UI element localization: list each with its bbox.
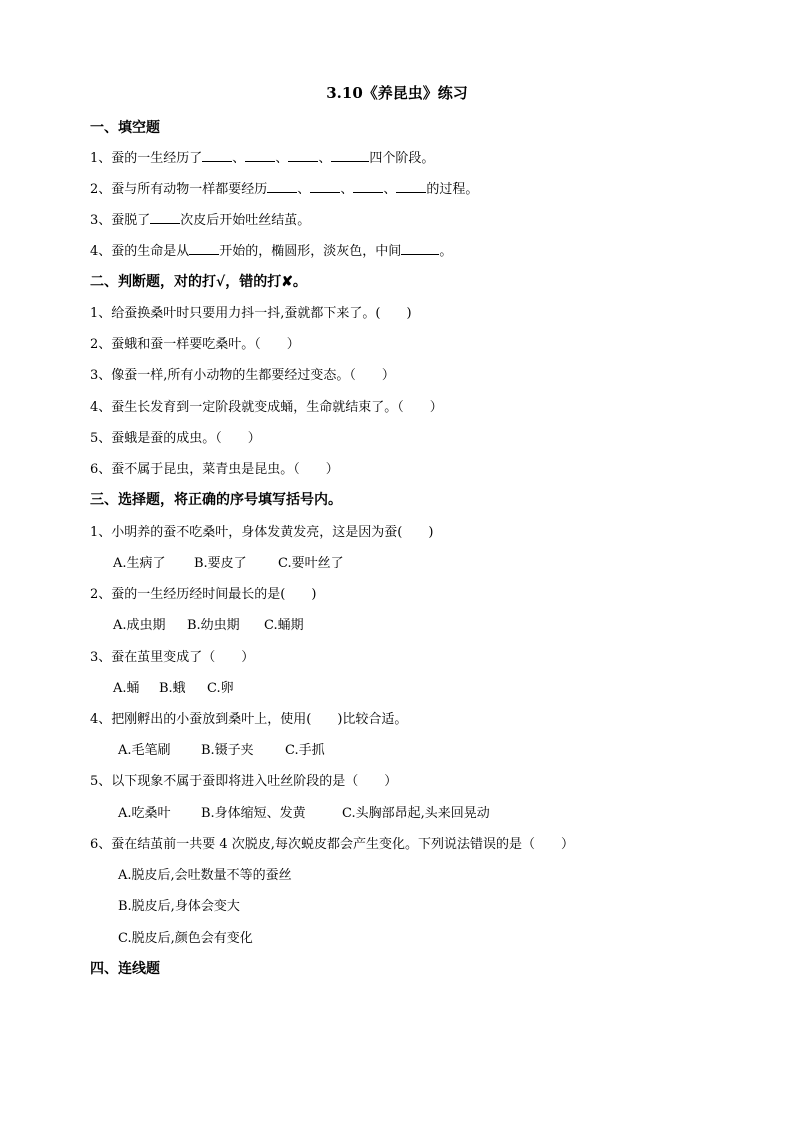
choice-question-5: 5、以下现象不属于蚕即将进入吐丝阶段的是（ ） (90, 774, 398, 789)
answer-blank[interactable] (310, 180, 340, 193)
question-text: 蚕脱了 (111, 213, 151, 228)
choice-question-6: 6、蚕在结茧前一共要 4 次脱皮,每次蜕皮都会产生变化。下列说法错误的是（ ） (90, 837, 574, 852)
choice-option-c: C.要叶丝了 (278, 556, 344, 571)
choice-question-3: 3、蚕在茧里变成了（ ） (90, 650, 255, 665)
fill-blank-question-1 (90, 147, 434, 166)
answer-blank[interactable] (288, 149, 318, 162)
answer-blank[interactable] (401, 242, 439, 255)
fill-blank-question-3 (90, 209, 310, 228)
section-heading-true-false: 二、判断题，对的打√，错的打✘。 (90, 274, 307, 290)
answer-blank[interactable] (150, 211, 180, 224)
question-text: 的过程。 (426, 182, 479, 197)
answer-blank[interactable] (189, 242, 219, 255)
question-text: 四个阶段。 (369, 151, 435, 166)
separator: 、 (275, 151, 289, 166)
separator: 、 (383, 182, 397, 197)
choice-option-b: B.脱皮后,身体会变大 (118, 899, 240, 914)
choice-option-b: B.蛾 (159, 681, 186, 696)
choice-option-c: C.头胸部昂起,头来回晃动 (342, 806, 490, 821)
separator: 、 (297, 182, 311, 197)
choice-option-b: B.镊子夹 (201, 743, 254, 758)
question-text: 开始的，椭圆形，淡灰色，中间 (219, 244, 402, 259)
section-heading-matching: 四、连线题 (90, 961, 160, 977)
question-number: 4、 (90, 244, 112, 259)
separator: 、 (318, 151, 332, 166)
true-false-question-1: 1、给蚕换桑叶时只要用力抖一抖,蚕就都下来了。( ) (90, 306, 412, 321)
choice-option-b: B.要皮了 (194, 556, 247, 571)
choice-option-a: A.脱皮后,会吐数量不等的蚕丝 (118, 868, 292, 883)
choice-option-a: A.蛹 (113, 681, 140, 696)
choice-option-c: C.蛹期 (264, 618, 304, 633)
question-text: 次皮后开始吐丝结茧。 (180, 213, 311, 228)
page-title: 3.10《养昆虫》练习 (326, 84, 468, 102)
choice-option-c: C.卵 (207, 681, 234, 696)
choice-question-2: 2、蚕的一生经历经时间最长的是( ) (90, 587, 317, 602)
fill-blank-question-2 (90, 178, 478, 197)
fill-blank-question-4 (90, 240, 452, 259)
question-text: 。 (439, 244, 453, 259)
answer-blank[interactable] (245, 149, 275, 162)
question-text: 蚕的生命是从 (111, 244, 190, 259)
true-false-question-2: 2、蚕蛾和蚕一样要吃桑叶。（ ） (90, 337, 300, 352)
answer-blank[interactable] (353, 180, 383, 193)
choice-option-b: B.幼虫期 (187, 618, 240, 633)
question-number: 3、 (90, 213, 112, 228)
true-false-question-4: 4、蚕生长发育到一定阶段就变成蛹，生命就结束了。（ ） (90, 400, 443, 415)
answer-blank[interactable] (396, 180, 426, 193)
choice-option-c: C.脱皮后,颜色会有变化 (118, 931, 253, 946)
question-text: 蚕与所有动物一样都要经历 (111, 182, 268, 197)
answer-blank[interactable] (202, 149, 232, 162)
choice-option-c: C.手抓 (285, 743, 325, 758)
separator: 、 (340, 182, 354, 197)
question-text: 蚕的一生经历了 (111, 151, 203, 166)
choice-option-b: B.身体缩短、发黄 (201, 806, 306, 821)
choice-option-a: A.吃桑叶 (118, 806, 171, 821)
choice-option-a: A.生病了 (113, 556, 166, 571)
answer-blank[interactable] (267, 180, 297, 193)
true-false-question-6: 6、蚕不属于昆虫，菜青虫是昆虫。（ ） (90, 462, 339, 477)
true-false-question-3: 3、像蚕一样,所有小动物的生都要经过变态。（ ） (90, 368, 395, 383)
true-false-question-5: 5、蚕蛾是蚕的成虫。（ ） (90, 431, 261, 446)
choice-option-a: A.成虫期 (113, 618, 166, 633)
question-number: 1、 (90, 151, 112, 166)
answer-blank[interactable] (331, 149, 369, 162)
choice-question-4: 4、把刚孵出的小蚕放到桑叶上，使用( )比较合适。 (90, 712, 408, 727)
section-heading-multiple-choice: 三、选择题，将正确的序号填写括号内。 (90, 492, 342, 508)
choice-option-a: A.毛笔刷 (118, 743, 171, 758)
question-number: 2、 (90, 182, 112, 197)
choice-question-1: 1、小明养的蚕不吃桑叶，身体发黄发亮，这是因为蚕( ) (90, 525, 434, 540)
section-heading-fill-blank: 一、填空题 (90, 120, 160, 136)
separator: 、 (232, 151, 246, 166)
